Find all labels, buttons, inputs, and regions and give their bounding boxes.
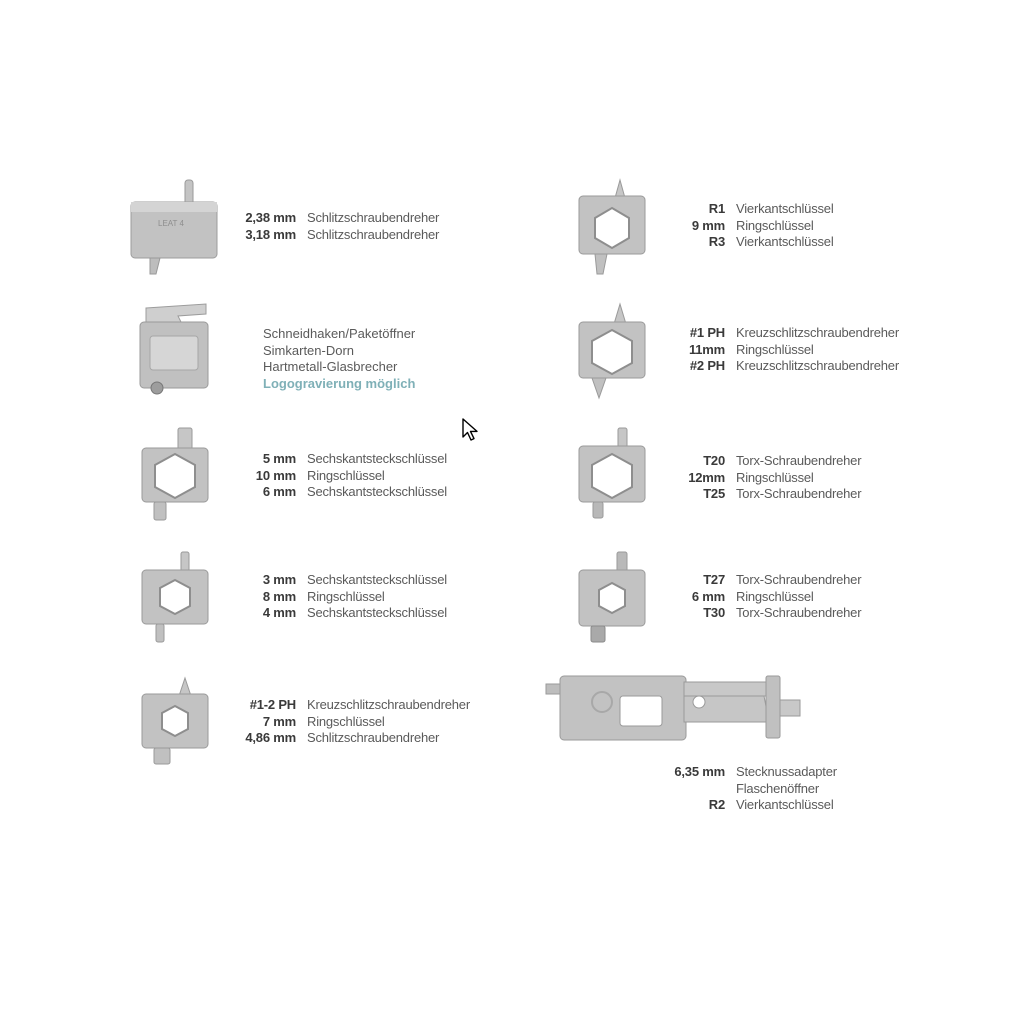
slotted-screwdriver-link-icon xyxy=(128,178,220,276)
feature-label: Schneidhaken/Paketöffner xyxy=(263,326,416,341)
size-label: 6 mm xyxy=(691,588,725,604)
spec-row xyxy=(665,589,861,606)
desc-label: Ringschlüssel xyxy=(736,217,814,233)
mouse-pointer-icon xyxy=(462,418,480,447)
spec-row xyxy=(665,486,861,503)
desc-label: Ringschlüssel xyxy=(307,713,385,729)
desc-label: Sechskantsteckschlüssel xyxy=(307,484,447,499)
spec-row xyxy=(665,201,834,218)
spec-row xyxy=(665,781,837,798)
square-driver-link-icon xyxy=(577,178,647,278)
feature-label: Simkarten-Dorn xyxy=(263,342,355,358)
spec-row xyxy=(236,468,447,485)
desc-label: Schlitzschraubendreher xyxy=(307,226,440,242)
spec-row xyxy=(665,470,861,487)
desc-label: Ringschlüssel xyxy=(736,588,814,604)
spec-row xyxy=(236,210,439,227)
size-label: T30 xyxy=(703,605,725,620)
size-label: T25 xyxy=(703,486,725,501)
desc-label: Vierkantschlüssel xyxy=(736,797,834,812)
size-label: 11mm xyxy=(688,341,725,357)
spec-row xyxy=(665,572,861,589)
size-label: T20 xyxy=(703,453,725,468)
desc-label: Flaschenöffner xyxy=(736,780,819,796)
desc-label: Torx-Schraubendreher xyxy=(736,453,862,468)
size-label: 6 mm xyxy=(262,484,296,499)
size-label: T27 xyxy=(703,572,725,587)
size-label xyxy=(665,781,725,798)
phillips-link-icon xyxy=(140,674,210,770)
desc-label: Ringschlüssel xyxy=(736,341,814,357)
desc-label: Ringschlüssel xyxy=(307,588,385,604)
desc-label: Torx-Schraubendreher xyxy=(736,605,862,620)
spec-row xyxy=(236,730,470,747)
spec-row xyxy=(665,325,899,342)
size-label: 12mm xyxy=(688,469,725,485)
spec-row xyxy=(236,451,447,468)
desc-label: Sechskantsteckschlüssel xyxy=(307,605,447,620)
desc-label: Sechskantsteckschlüssel xyxy=(307,451,447,466)
size-label: 8 mm xyxy=(262,588,296,604)
cutting-hook-link-icon xyxy=(138,302,210,398)
spec-row xyxy=(665,358,899,375)
desc-label: Vierkantschlüssel xyxy=(736,234,834,249)
size-label: #1 PH xyxy=(689,325,725,340)
spec-row xyxy=(236,589,447,606)
spec-row xyxy=(236,227,439,244)
spec-row xyxy=(665,453,861,470)
size-label: 6,35 mm xyxy=(674,764,725,779)
size-label: 3,18 mm xyxy=(245,226,296,242)
spec-row xyxy=(665,218,834,235)
spec-row xyxy=(665,234,834,251)
phillips-bit-link-icon xyxy=(577,302,647,402)
spec-row xyxy=(236,697,470,714)
spec-list-small-hex xyxy=(236,572,447,622)
size-label: #1-2 PH xyxy=(249,697,296,712)
desc-label: Torx-Schraubendreher xyxy=(736,572,862,587)
desc-label: Kreuzschlitzschraubendreher xyxy=(736,358,899,373)
spec-row xyxy=(236,714,470,731)
desc-label: Sechskantsteckschlüssel xyxy=(307,572,447,587)
spec-list-cutting-hook xyxy=(263,326,415,392)
size-label: R2 xyxy=(708,797,725,812)
size-label: 5 mm xyxy=(262,451,296,466)
spec-list-torx xyxy=(665,453,861,503)
desc-label: Stecknussadapter xyxy=(736,764,837,779)
desc-label: Ringschlüssel xyxy=(736,469,814,485)
size-label: 4 mm xyxy=(262,605,296,620)
svg-text:LEAT 4: LEAT 4 xyxy=(158,219,184,228)
spec-list-slotted xyxy=(236,210,439,243)
size-label: 10 mm xyxy=(255,467,296,483)
size-label: 2,38 mm xyxy=(245,210,296,225)
desc-label: Kreuzschlitzschraubendreher xyxy=(307,697,470,712)
hex-socket-link-icon xyxy=(140,426,210,522)
desc-label: Schlitzschraubendreher xyxy=(307,210,440,225)
spec-list-phillips xyxy=(236,697,470,747)
torx-link-icon xyxy=(577,426,647,522)
desc-label: Schlitzschraubendreher xyxy=(307,730,440,745)
size-label: 3 mm xyxy=(262,572,296,587)
spec-row xyxy=(236,484,447,501)
size-label: 4,86 mm xyxy=(245,730,296,745)
spec-row xyxy=(236,605,447,622)
spec-list-torx-small xyxy=(665,572,861,622)
size-label: 7 mm xyxy=(262,713,296,729)
spec-list-socket-adapter xyxy=(665,764,837,814)
desc-label: Kreuzschlitzschraubendreher xyxy=(736,325,899,340)
spec-list-hex-socket xyxy=(236,451,447,501)
spec-row xyxy=(665,605,861,622)
spec-list-square-driver xyxy=(665,201,834,251)
desc-label: Vierkantschlüssel xyxy=(736,201,834,216)
desc-label: Torx-Schraubendreher xyxy=(736,486,862,501)
size-label: #2 PH xyxy=(689,358,725,373)
small-hex-socket-link-icon xyxy=(140,550,210,646)
spec-row xyxy=(665,764,837,781)
spec-list-phillips-bit xyxy=(665,325,899,375)
desc-label: Ringschlüssel xyxy=(307,467,385,483)
logo-engraving-note: Logogravierung möglich xyxy=(263,375,416,391)
spec-row xyxy=(665,797,837,814)
spec-row xyxy=(236,572,447,589)
spec-row xyxy=(665,342,899,359)
size-label: R3 xyxy=(708,234,725,249)
torx-small-link-icon xyxy=(577,550,647,646)
socket-adapter-link-icon xyxy=(544,672,806,744)
size-label: 9 mm xyxy=(691,217,725,233)
size-label: R1 xyxy=(708,201,725,216)
feature-label: Hartmetall-Glasbrecher xyxy=(263,359,398,374)
